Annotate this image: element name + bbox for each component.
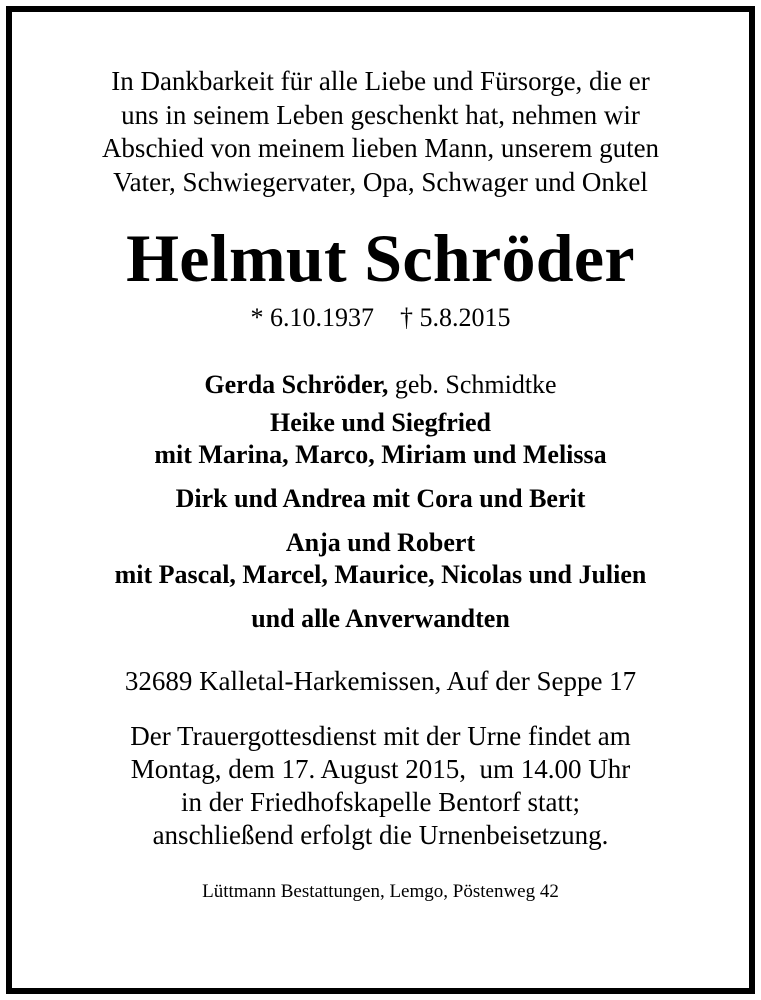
family-line: Dirk und Andrea mit Cora und Berit	[175, 484, 586, 513]
widow-name: Gerda Schröder,	[204, 370, 389, 399]
family-line: mit Marina, Marco, Miriam und Melissa	[154, 440, 607, 469]
service-line: Der Trauergottesdienst mit der Urne findet am	[130, 721, 631, 751]
obituary-notice	[12, 12, 749, 988]
undertaker-info: Lüttmann Bestattungen, Lemgo, Pöstenweg 42	[202, 881, 559, 902]
widow-maiden-name: geb. Schmidtke	[394, 370, 557, 399]
service-line: in der Friedhofskapelle Bentorf statt;	[181, 787, 580, 817]
family-line: mit Pascal, Marcel, Maurice, Nicolas und Julien	[114, 560, 647, 589]
notice-border	[6, 6, 755, 994]
home-address: 32689 Kalletal-Harkemissen, Auf der Seppe 17	[124, 666, 637, 696]
family-line: Heike und Siegfried	[269, 408, 491, 437]
funeral-service-info	[12, 720, 749, 852]
family-group-3	[12, 527, 749, 591]
family-group-2	[12, 483, 749, 515]
intro-line: uns in seinem Leben geschenkt hat, nehmen wir	[121, 99, 640, 130]
service-line: anschließend erfolgt die Urnenbeisetzung.	[152, 820, 609, 850]
intro-line: In Dankbarkeit für alle Liebe und Fürsorge, die er	[111, 66, 650, 96]
death-date: † 5.8.2015	[400, 303, 511, 332]
deceased-name: Helmut Schröder	[126, 220, 635, 296]
family-line: Anja und Robert	[285, 528, 476, 557]
intro-line: Abschied von meinem lieben Mann, unserem guten	[101, 133, 660, 163]
relatives-line: und alle Anverwandten	[251, 604, 510, 633]
birth-date: * 6.10.1937	[250, 303, 374, 332]
service-line: Montag, dem 17. August 2015, um 14.00 Uhr	[130, 754, 631, 784]
life-dates	[12, 303, 749, 333]
widow-line	[12, 369, 749, 401]
intro-line: Vater, Schwiegervater, Opa, Schwager und Onkel	[113, 166, 648, 197]
family-group-1	[12, 407, 749, 471]
intro-text	[12, 65, 749, 199]
